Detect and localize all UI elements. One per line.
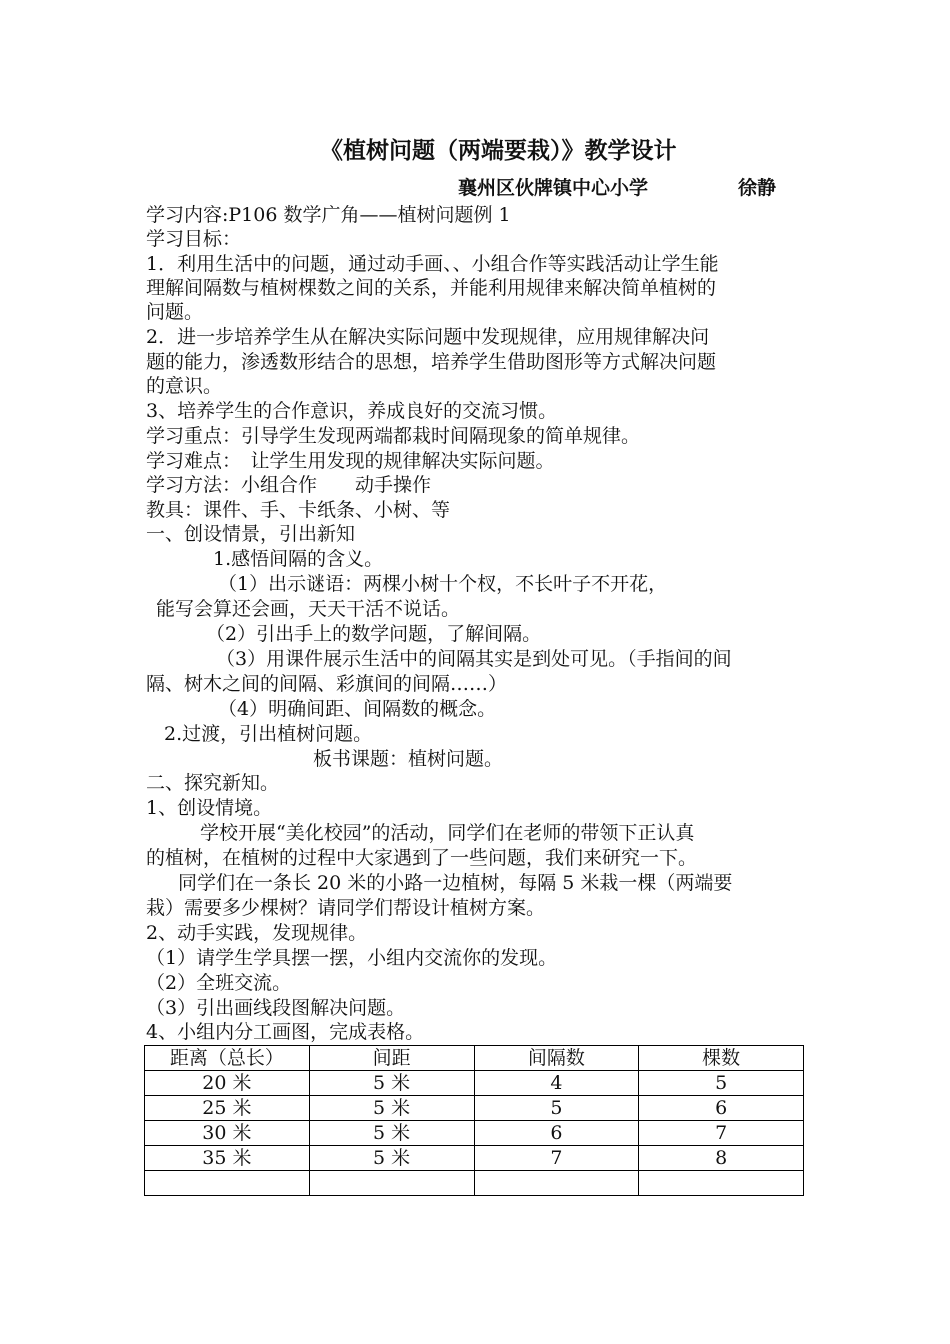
table-cell: 5 xyxy=(639,1071,804,1096)
school-name: 襄州区伙牌镇中心小学 xyxy=(458,177,649,199)
table-header-cell: 间隔数 xyxy=(474,1046,639,1071)
text-line: 学校开展“美化校园”的活动，同学们在老师的带领下正认真 xyxy=(200,822,695,844)
text-line: 2、动手实践，发现规律。 xyxy=(146,922,368,944)
author-name: 徐静 xyxy=(738,177,777,199)
table-cell xyxy=(474,1171,639,1196)
table-cell: 6 xyxy=(639,1096,804,1121)
text-line: （2）引出手上的数学问题，了解间隔。 xyxy=(206,623,542,645)
table-header-cell: 距离（总长） xyxy=(145,1046,310,1071)
text-line: （4）明确间距、间隔数的概念。 xyxy=(218,698,497,720)
table-cell: 30 米 xyxy=(145,1121,310,1146)
table-cell: 5 米 xyxy=(309,1096,474,1121)
text-line: 学习重点：引导学生发现两端都栽时间隔现象的简单规律。 xyxy=(146,425,641,447)
table-cell: 7 xyxy=(639,1121,804,1146)
table-cell: 5 xyxy=(474,1096,639,1121)
table-cell: 20 米 xyxy=(145,1071,310,1096)
text-line: （3）用课件展示生活中的间隔其实是到处可见。（手指间的间 xyxy=(216,648,732,670)
text-line: （3）引出画线段图解决问题。 xyxy=(146,997,406,1019)
text-line: 板书课题：植树问题。 xyxy=(313,748,504,770)
table-row xyxy=(145,1071,804,1096)
table-cell: 25 米 xyxy=(145,1096,310,1121)
text-line: （2）全班交流。 xyxy=(146,972,292,994)
table-cell: 4 xyxy=(474,1071,639,1096)
text-line: 理解间隔数与植树棵数之间的关系，并能利用规律来解决简单植树的 xyxy=(146,277,717,299)
tree-planting-table xyxy=(144,1045,804,1196)
table-cell: 35 米 xyxy=(145,1146,310,1171)
table-cell xyxy=(309,1171,474,1196)
table-row xyxy=(145,1096,804,1121)
table-row-empty xyxy=(145,1171,804,1196)
text-line: 的植树，在植树的过程中大家遇到了一些问题，我们来研究一下。 xyxy=(146,847,698,869)
table-row xyxy=(145,1121,804,1146)
table-cell xyxy=(639,1171,804,1196)
text-line: （1）出示谜语：两棵小树十个杈，不长叶子不开花， xyxy=(218,573,668,595)
text-line: 学习难点： 让学生用发现的规律解决实际问题。 xyxy=(146,450,555,472)
text-line: 同学们在一条长 20 米的小路一边植树，每隔 5 米栽一棵（两端要 xyxy=(178,872,733,894)
text-line: 隔、树木之间的间隔、彩旗间的间隔……） xyxy=(146,673,508,695)
text-line: 1.感悟间隔的含义。 xyxy=(213,548,384,570)
table-header-cell: 棵数 xyxy=(639,1046,804,1071)
text-line: 题的能力，渗透数形结合的思想，培养学生借助图形等方式解决问题 xyxy=(146,351,717,373)
section-heading: 二、探究新知。 xyxy=(146,772,280,794)
table-cell xyxy=(145,1171,310,1196)
table-cell: 7 xyxy=(474,1146,639,1171)
text-line: 的意识。 xyxy=(146,375,223,397)
text-line: 学习目标： xyxy=(146,228,242,250)
text-line: 2．进一步培养学生从在解决实际问题中发现规律，应用规律解决问 xyxy=(146,326,710,348)
table-cell: 5 米 xyxy=(309,1146,474,1171)
table-header-row xyxy=(145,1046,804,1071)
table-cell: 5 米 xyxy=(309,1071,474,1096)
text-line: 4、小组内分工画图，完成表格。 xyxy=(146,1021,425,1043)
table-cell: 5 米 xyxy=(309,1121,474,1146)
table-cell: 6 xyxy=(474,1121,639,1146)
text-line: 2.过渡，引出植树问题。 xyxy=(164,723,373,745)
text-line: 学习方法：小组合作 动手操作 xyxy=(146,474,432,496)
text-line: 3、培养学生的合作意识，养成良好的交流习惯。 xyxy=(146,400,558,422)
table-header-cell: 间距 xyxy=(309,1046,474,1071)
text-line: 1、创设情境。 xyxy=(146,797,273,819)
text-line: 能写会算还会画，天天干活不说话。 xyxy=(156,598,461,620)
text-line: （1）请学生学具摆一摆，小组内交流你的发现。 xyxy=(146,947,558,969)
text-line: 问题。 xyxy=(146,301,204,323)
table-row xyxy=(145,1146,804,1171)
text-line: 学习内容:P106 数学广角——植树问题例 1 xyxy=(146,204,511,226)
text-line: 1．利用生活中的问题，通过动手画、、小组合作等实践活动让学生能 xyxy=(146,253,719,275)
text-line: 教具：课件、手、卡纸条、小树、等 xyxy=(146,499,451,521)
table-cell: 8 xyxy=(639,1146,804,1171)
document-title: 《植树问题（两端要栽）》教学设计 xyxy=(320,137,677,164)
text-line: 栽）需要多少棵树？请同学们帮设计植树方案。 xyxy=(146,897,546,919)
section-heading: 一、创设情景，引出新知 xyxy=(146,523,356,545)
